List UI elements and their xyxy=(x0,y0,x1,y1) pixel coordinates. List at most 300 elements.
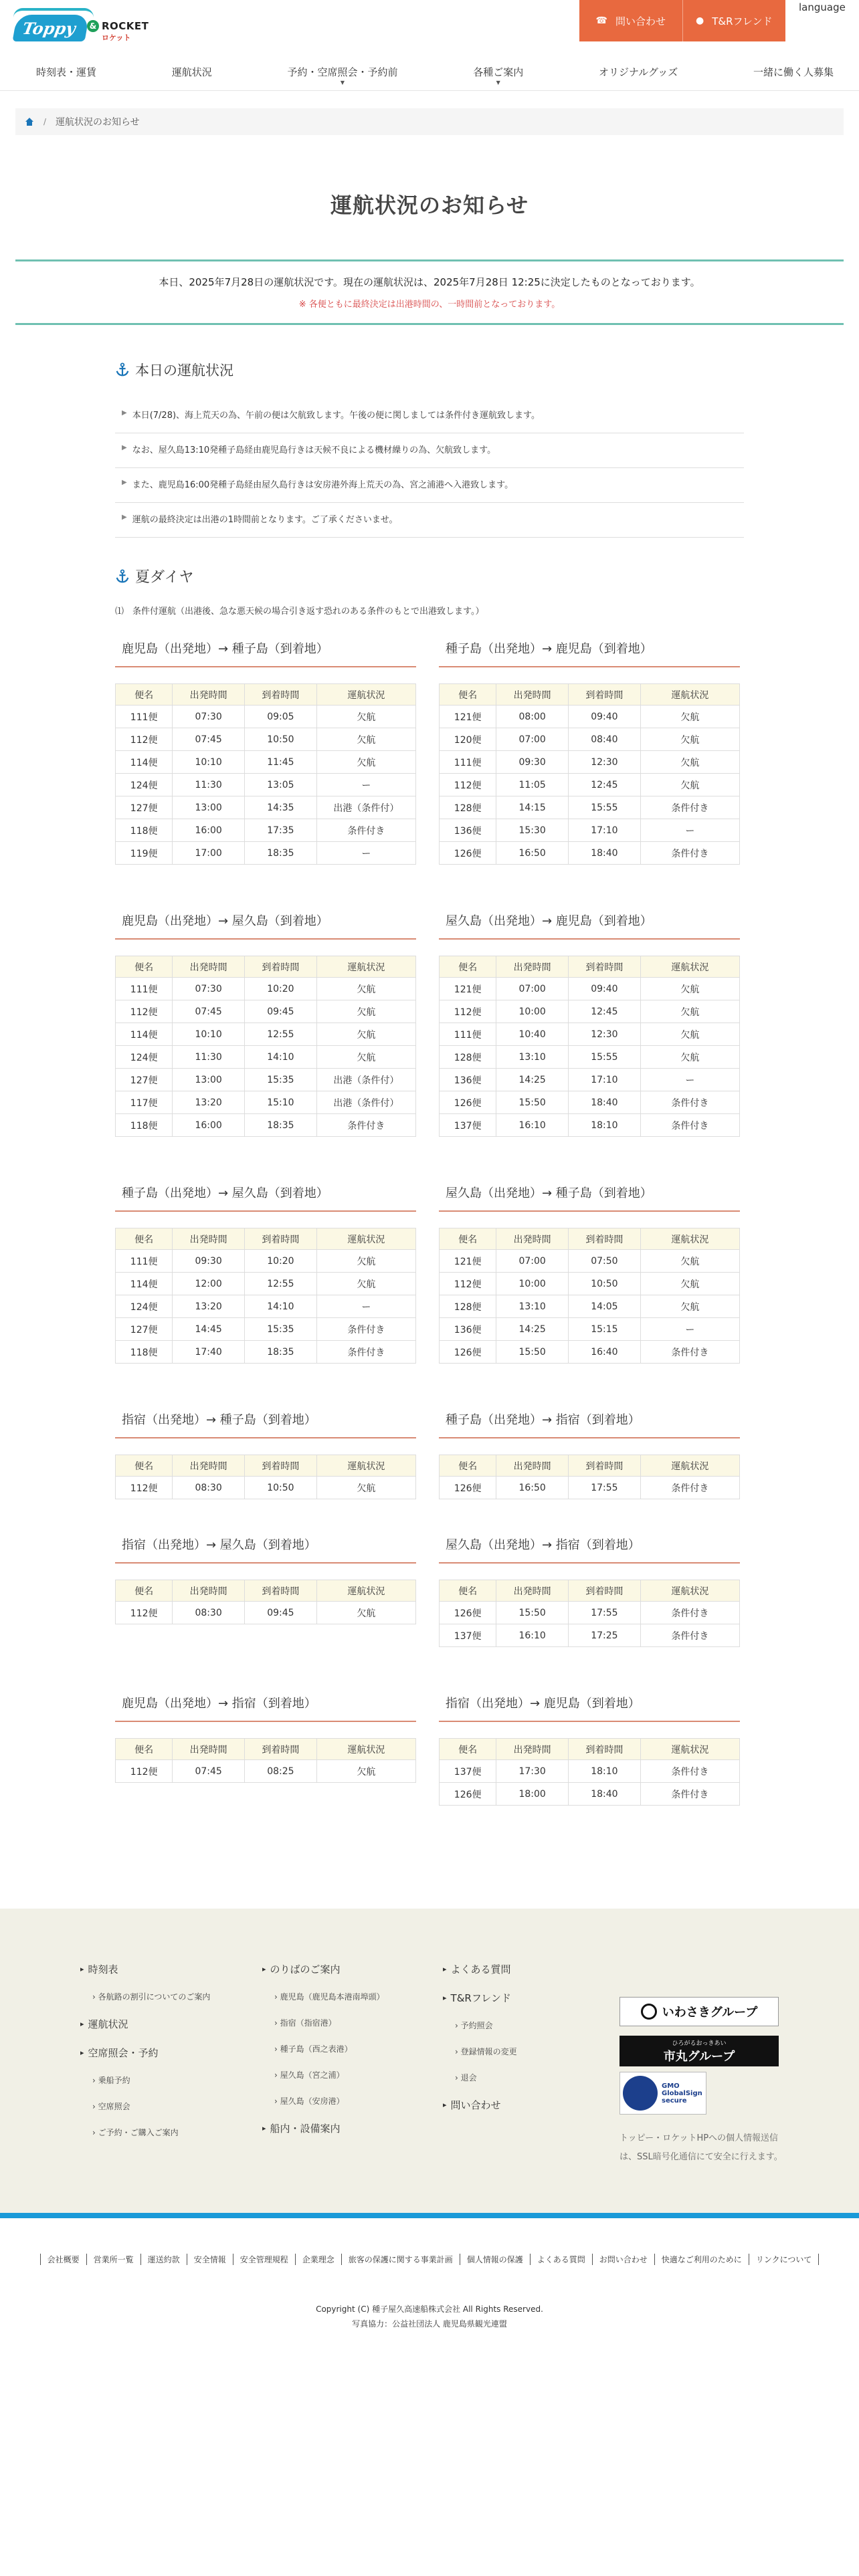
table-cell: 12:45 xyxy=(569,774,641,796)
table-cell: 14:35 xyxy=(245,796,317,819)
triangle-icon: ▶ xyxy=(122,444,127,451)
table-cell: 137便 xyxy=(440,1624,496,1647)
table-cell: 126便 xyxy=(440,842,496,865)
contact-button[interactable] xyxy=(579,0,682,41)
table-cell: 08:40 xyxy=(569,728,641,751)
column-header: 便名 xyxy=(116,1455,173,1477)
logo-rocket-sub: ロケット xyxy=(102,33,131,42)
table-cell: 10:50 xyxy=(245,728,317,751)
table-row xyxy=(440,1760,740,1783)
page-title: 運航状況のお知らせ xyxy=(330,193,529,218)
partner-ichimaru-small: ひろがるおっきあい xyxy=(672,2040,727,2047)
nav-reservation-label: 予約・空席照会・予約前 xyxy=(287,66,398,78)
language-link[interactable]: language xyxy=(799,1,846,13)
footer-col-3 xyxy=(443,1962,517,2127)
status-cell: 欠航 xyxy=(316,751,415,774)
status-cell: 出港（条件付） xyxy=(316,796,415,819)
timetable-block xyxy=(115,1529,416,1647)
table-header-row xyxy=(440,1739,740,1760)
table-cell: 15:15 xyxy=(569,1318,641,1341)
table-cell: 126便 xyxy=(440,1341,496,1364)
footer-bottom-link[interactable]: 営業所一覧 xyxy=(86,2254,140,2265)
table-row xyxy=(116,774,416,796)
globalsign-icon xyxy=(623,2076,658,2111)
column-header: 便名 xyxy=(116,1580,173,1602)
table-row xyxy=(116,1000,416,1023)
footer-bottom-link[interactable]: 安全管理規程 xyxy=(233,2254,295,2265)
table-cell: 111便 xyxy=(116,978,173,1000)
notice-main: 本日、2025年7月28日の運航状況です。現在の運航状況は、2025年7月28日 12:25に決定したものとなっております。 xyxy=(159,276,700,288)
table-row xyxy=(116,1069,416,1091)
footer-sub-discount[interactable]: › 各航路の割引についてのご案内 xyxy=(92,1991,210,2002)
footer-link-status[interactable]: ▸ 運航状況 xyxy=(80,2017,210,2031)
timetable xyxy=(115,1455,416,1499)
table-row xyxy=(116,1341,416,1364)
table-row xyxy=(440,1250,740,1273)
status-cell: ー xyxy=(640,1318,739,1341)
footer-sub-link[interactable]: › 乗船予約 xyxy=(92,2074,210,2086)
table-cell: 18:35 xyxy=(245,1114,317,1137)
status-cell: ー xyxy=(640,819,739,842)
table-cell: 118便 xyxy=(116,1114,173,1137)
table-cell: 12:30 xyxy=(569,1023,641,1046)
timetable-block xyxy=(115,905,416,1137)
table-cell: 11:45 xyxy=(245,751,317,774)
status-cell: ー xyxy=(316,1295,415,1318)
footer-bottom-link[interactable]: 快適なご利用のために xyxy=(654,2254,749,2265)
triangle-icon: ▶ xyxy=(122,514,127,521)
table-cell: 09:30 xyxy=(496,751,569,774)
table-cell: 17:55 xyxy=(569,1602,641,1624)
status-cell: ー xyxy=(316,774,415,796)
column-header: 到着時間 xyxy=(569,1739,641,1760)
table-cell: 16:00 xyxy=(173,819,245,842)
timetable-block xyxy=(439,633,740,865)
footer-link-contact[interactable]: ▸ 問い合わせ xyxy=(443,2098,517,2112)
table-cell: 16:10 xyxy=(496,1114,569,1137)
column-header: 便名 xyxy=(440,1228,496,1250)
footer-col-2 xyxy=(262,1962,385,2150)
footer-bottom-link[interactable]: 旅客の保護に関する事業計画 xyxy=(341,2254,460,2265)
table-cell: 118便 xyxy=(116,819,173,842)
table-row xyxy=(440,728,740,751)
table-row xyxy=(116,819,416,842)
nav-guide[interactable] xyxy=(473,65,524,86)
table-row xyxy=(116,1114,416,1137)
table-cell: 124便 xyxy=(116,1295,173,1318)
status-cell: 条件付き xyxy=(316,1114,415,1137)
table-cell: 127便 xyxy=(116,796,173,819)
table-cell: 13:00 xyxy=(173,796,245,819)
table-cell: 111便 xyxy=(440,1023,496,1046)
table-cell: 14:05 xyxy=(569,1295,641,1318)
table-cell: 07:00 xyxy=(496,728,569,751)
info-text: また、鹿児島16:00発種子島経由屋久島行きは安房港外海上荒天の為、宮之浦港へ入港致します。 xyxy=(132,480,514,490)
partner-ichimaru[interactable] xyxy=(619,2036,779,2066)
footer-sub-link[interactable]: › 鹿児島（鹿児島本港南埠頭） xyxy=(274,1991,385,2002)
column-header: 運航状況 xyxy=(316,1739,415,1760)
table-cell: 09:05 xyxy=(245,706,317,728)
nav-goods[interactable]: オリジナルグッズ xyxy=(599,66,678,78)
home-icon[interactable] xyxy=(25,118,34,126)
table-row xyxy=(116,1760,416,1783)
footer-sub-link[interactable]: › 登録情報の変更 xyxy=(455,2046,517,2057)
status-cell: 欠航 xyxy=(316,1602,415,1624)
status-cell: 欠航 xyxy=(640,728,739,751)
table-cell: 12:55 xyxy=(245,1273,317,1295)
table-cell: 13:10 xyxy=(496,1295,569,1318)
status-cell: 欠航 xyxy=(316,1023,415,1046)
table-cell: 13:05 xyxy=(245,774,317,796)
table-row xyxy=(116,751,416,774)
table-cell: 136便 xyxy=(440,819,496,842)
table-cell: 112便 xyxy=(440,1273,496,1295)
table-row xyxy=(440,1602,740,1624)
contact-label: 問い合わせ xyxy=(615,15,666,27)
footer-link-friend[interactable]: ▸ T&Rフレンド xyxy=(443,1991,517,2005)
timetable-title: 鹿児島（出発地）→ 種子島（到着地） xyxy=(115,633,416,667)
column-header: 到着時間 xyxy=(245,1739,317,1760)
status-cell: 欠航 xyxy=(640,706,739,728)
info-item xyxy=(115,399,744,433)
status-cell: 条件付き xyxy=(640,1091,739,1114)
condition-note: ⑴ 条件付運航（出港後、急な悪天候の場合引き返す恐れのある条件のもとで出港致します。） xyxy=(115,607,484,617)
table-row xyxy=(116,978,416,1000)
status-cell: 条件付き xyxy=(640,1602,739,1624)
table-cell: 09:30 xyxy=(173,1250,245,1273)
footer-bottom-link[interactable]: 個人情報の保護 xyxy=(460,2254,530,2265)
table-cell: 17:10 xyxy=(569,819,641,842)
table-cell: 14:15 xyxy=(496,796,569,819)
table-cell: 18:40 xyxy=(569,842,641,865)
table-cell: 14:10 xyxy=(245,1046,317,1069)
table-row xyxy=(116,796,416,819)
table-row xyxy=(440,1624,740,1647)
column-header: 便名 xyxy=(440,684,496,706)
table-row xyxy=(440,1477,740,1499)
breadcrumb xyxy=(15,108,844,135)
nav-recruit[interactable]: 一緒に働く人募集 xyxy=(753,66,834,78)
timetable xyxy=(439,956,740,1137)
table-header-row xyxy=(116,1455,416,1477)
nav-timetable[interactable]: 時刻表・運賃 xyxy=(36,66,97,78)
column-header: 到着時間 xyxy=(245,1580,317,1602)
status-cell: 欠航 xyxy=(640,978,739,1000)
table-cell: 112便 xyxy=(116,1760,173,1783)
footer-sub-link[interactable]: › ご予約・ご購入ご案内 xyxy=(92,2127,210,2138)
footer-bottom-link[interactable]: 安全情報 xyxy=(187,2254,233,2265)
table-cell: 127便 xyxy=(116,1318,173,1341)
column-header: 到着時間 xyxy=(245,1228,317,1250)
column-header: 出発時間 xyxy=(496,684,569,706)
footer-bottom-link[interactable]: 企業理念 xyxy=(295,2254,341,2265)
column-header: 出発時間 xyxy=(496,956,569,978)
globalsign-seal[interactable] xyxy=(619,2072,706,2115)
status-cell: 出港（条件付） xyxy=(316,1069,415,1091)
table-cell: 121便 xyxy=(440,1250,496,1273)
timetable xyxy=(439,683,740,865)
timetable-block xyxy=(439,1529,740,1647)
table-header-row xyxy=(116,1580,416,1602)
table-cell: 121便 xyxy=(440,706,496,728)
season-section-title xyxy=(115,566,744,586)
table-header-row xyxy=(440,1228,740,1250)
table-cell: 128便 xyxy=(440,1046,496,1069)
footer-bottom-link[interactable]: よくある質問 xyxy=(530,2254,592,2265)
logo-toppy-badge xyxy=(12,15,89,41)
table-header-row xyxy=(116,1228,416,1250)
table-cell: 15:35 xyxy=(245,1069,317,1091)
table-cell: 07:45 xyxy=(173,1760,245,1783)
timetable-block xyxy=(115,1687,416,1806)
table-cell: 112便 xyxy=(116,1477,173,1499)
table-cell: 07:00 xyxy=(496,978,569,1000)
timetable-title: 指宿（出発地）→ 種子島（到着地） xyxy=(115,1404,416,1438)
timetable xyxy=(439,1738,740,1806)
table-cell: 08:30 xyxy=(173,1602,245,1624)
table-row xyxy=(440,1000,740,1023)
table-cell: 126便 xyxy=(440,1783,496,1806)
status-cell: 欠航 xyxy=(640,1000,739,1023)
footer-link-timetable[interactable]: ▸ 時刻表 xyxy=(80,1962,210,1976)
logo-toppy-text: Toppy xyxy=(21,19,78,38)
status-cell: 条件付き xyxy=(640,796,739,819)
table-cell: 08:00 xyxy=(496,706,569,728)
table-cell: 12:45 xyxy=(569,1000,641,1023)
status-cell: 条件付き xyxy=(640,1783,739,1806)
footer-link-reservation[interactable]: ▸ 空席照会・予約 xyxy=(80,2046,210,2060)
column-header: 出発時間 xyxy=(173,1455,245,1477)
footer-link-faq[interactable]: ▸ よくある質問 xyxy=(443,1962,517,1976)
table-cell: 15:55 xyxy=(569,1046,641,1069)
table-row xyxy=(440,1091,740,1114)
table-cell: 124便 xyxy=(116,774,173,796)
status-cell: 欠航 xyxy=(640,774,739,796)
table-row xyxy=(116,842,416,865)
table-row xyxy=(116,1046,416,1069)
column-header: 運航状況 xyxy=(640,956,739,978)
status-cell: 条件付き xyxy=(640,1760,739,1783)
status-cell: 条件付き xyxy=(316,1341,415,1364)
table-cell: 10:10 xyxy=(173,751,245,774)
table-cell: 13:10 xyxy=(496,1046,569,1069)
partner-iwasaki[interactable] xyxy=(619,1997,779,2026)
table-row xyxy=(440,706,740,728)
table-cell: 118便 xyxy=(116,1341,173,1364)
footer-sub-link[interactable]: › 屋久島（宮之浦） xyxy=(274,2069,385,2080)
timetable-block xyxy=(439,1177,740,1364)
table-cell: 14:10 xyxy=(245,1295,317,1318)
table-cell: 127便 xyxy=(116,1069,173,1091)
chevron-down-icon: ▼ xyxy=(340,80,345,86)
table-row xyxy=(440,1295,740,1318)
column-header: 運航状況 xyxy=(316,1228,415,1250)
triangle-icon: ▶ xyxy=(122,479,127,486)
table-cell: 14:25 xyxy=(496,1069,569,1091)
info-item xyxy=(115,468,744,503)
status-cell: 欠航 xyxy=(316,706,415,728)
status-cell: 欠航 xyxy=(640,1023,739,1046)
table-cell: 18:35 xyxy=(245,842,317,865)
table-cell: 10:50 xyxy=(569,1273,641,1295)
status-cell: 条件付き xyxy=(640,1341,739,1364)
status-cell: 欠航 xyxy=(316,1000,415,1023)
timetable-title: 種子島（出発地）→ 屋久島（到着地） xyxy=(115,1177,416,1212)
table-cell: 114便 xyxy=(116,1023,173,1046)
today-section-title xyxy=(115,360,744,380)
main-content xyxy=(115,360,744,1806)
status-cell: 欠航 xyxy=(640,751,739,774)
table-cell: 10:40 xyxy=(496,1023,569,1046)
today-title-text: 本日の運航状況 xyxy=(135,362,233,379)
footer-bottom-link[interactable]: 運送約款 xyxy=(140,2254,187,2265)
column-header: 便名 xyxy=(440,1455,496,1477)
table-cell: 15:50 xyxy=(496,1341,569,1364)
timetable xyxy=(439,1580,740,1647)
table-cell: 112便 xyxy=(440,774,496,796)
column-header: 運航状況 xyxy=(640,684,739,706)
table-cell: 08:25 xyxy=(245,1760,317,1783)
column-header: 到着時間 xyxy=(245,684,317,706)
table-row xyxy=(440,1069,740,1091)
table-cell: 18:40 xyxy=(569,1091,641,1114)
status-cell: 条件付き xyxy=(316,1318,415,1341)
table-cell: 10:00 xyxy=(496,1273,569,1295)
table-row xyxy=(440,1046,740,1069)
footer-bottom-link[interactable]: お問い合わせ xyxy=(592,2254,654,2265)
footer-sub-link[interactable]: › 種子島（西之表港） xyxy=(274,2043,385,2054)
table-cell: 112便 xyxy=(116,1000,173,1023)
table-cell: 112便 xyxy=(116,1602,173,1624)
table-cell: 10:10 xyxy=(173,1023,245,1046)
friend-button[interactable] xyxy=(682,0,786,41)
table-cell: 128便 xyxy=(440,1295,496,1318)
timetable-title: 種子島（出発地）→ 鹿児島（到着地） xyxy=(439,633,740,667)
status-cell: 欠航 xyxy=(640,1295,739,1318)
table-row xyxy=(440,774,740,796)
timetable-title: 指宿（出発地）→ 屋久島（到着地） xyxy=(115,1529,416,1564)
table-cell: 11:30 xyxy=(173,774,245,796)
table-cell: 136便 xyxy=(440,1069,496,1091)
table-cell: 09:40 xyxy=(569,978,641,1000)
status-cell: 条件付き xyxy=(316,819,415,842)
timetable-title: 屋久島（出発地）→ 種子島（到着地） xyxy=(439,1177,740,1212)
site-header xyxy=(0,0,859,53)
table-cell: 07:30 xyxy=(173,978,245,1000)
table-cell: 08:30 xyxy=(173,1477,245,1499)
timetable-title: 屋久島（出発地）→ 指宿（到着地） xyxy=(439,1529,740,1564)
column-header: 便名 xyxy=(116,1228,173,1250)
table-cell: 11:05 xyxy=(496,774,569,796)
table-cell: 11:30 xyxy=(173,1046,245,1069)
column-header: 運航状況 xyxy=(640,1228,739,1250)
table-cell: 17:55 xyxy=(569,1477,641,1499)
main-nav xyxy=(0,53,859,91)
nav-reservation[interactable] xyxy=(287,65,398,86)
nav-status[interactable]: 運航状況 xyxy=(171,66,212,78)
footer-sub-link[interactable]: › 予約照会 xyxy=(455,2020,517,2031)
site-logo[interactable] xyxy=(15,5,149,47)
table-cell: 10:20 xyxy=(245,1250,317,1273)
column-header: 出発時間 xyxy=(173,1580,245,1602)
table-row xyxy=(440,1114,740,1137)
table-cell: 09:45 xyxy=(245,1000,317,1023)
info-list xyxy=(115,399,744,538)
table-cell: 07:30 xyxy=(173,706,245,728)
table-row xyxy=(116,1602,416,1624)
table-row xyxy=(116,1318,416,1341)
status-cell: 欠航 xyxy=(316,1046,415,1069)
table-cell: 17:25 xyxy=(569,1624,641,1647)
friend-label: T&Rフレンド xyxy=(712,15,773,27)
status-cell: 欠航 xyxy=(316,728,415,751)
table-cell: 111便 xyxy=(440,751,496,774)
table-cell: 112便 xyxy=(116,728,173,751)
phone-icon: ☎ xyxy=(595,15,607,26)
table-cell: 111便 xyxy=(116,1250,173,1273)
footer-link-terminal[interactable]: ▸ のりばのご案内 xyxy=(262,1962,385,1976)
footer-sub-link[interactable]: › 空席照会 xyxy=(92,2101,210,2112)
column-header: 運航状況 xyxy=(316,1580,415,1602)
nav-guide-label: 各種ご案内 xyxy=(473,66,524,78)
status-cell: 欠航 xyxy=(316,1250,415,1273)
triangle-icon: ▶ xyxy=(122,409,127,417)
table-cell: 114便 xyxy=(116,751,173,774)
table-header-row xyxy=(116,684,416,706)
footer-sub-link[interactable]: › 退会 xyxy=(455,2072,517,2083)
table-row xyxy=(440,796,740,819)
column-header: 到着時間 xyxy=(569,1455,641,1477)
footer-divider xyxy=(0,2213,859,2218)
info-text: なお、屋久島13:10発種子島経由鹿児島行きは天候不良による機材繰りの為、欠航致します。 xyxy=(132,445,496,455)
footer-link-facilities[interactable]: ▸ 船内・設備案内 xyxy=(262,2121,385,2135)
column-header: 出発時間 xyxy=(496,1228,569,1250)
timetable-title: 指宿（出発地）→ 鹿児島（到着地） xyxy=(439,1687,740,1722)
table-cell: 07:45 xyxy=(173,1000,245,1023)
timetable-grid xyxy=(115,633,744,1806)
timetable-block xyxy=(439,905,740,1137)
table-cell: 12:30 xyxy=(569,751,641,774)
table-cell: 12:55 xyxy=(245,1023,317,1046)
column-header: 運航状況 xyxy=(640,1455,739,1477)
logo-rocket-text: ROCKET xyxy=(102,20,149,32)
table-cell: 07:45 xyxy=(173,728,245,751)
column-header: 便名 xyxy=(116,956,173,978)
logo-amp: & xyxy=(87,20,99,32)
anchor-icon xyxy=(115,569,130,584)
footer-bottom-link[interactable]: リンクについて xyxy=(749,2254,820,2265)
table-row xyxy=(116,1091,416,1114)
table-header-row xyxy=(440,1455,740,1477)
footer-sub-link[interactable]: › 屋久島（安房港） xyxy=(274,2095,385,2107)
footer-sub-link[interactable]: › 指宿（指宿港） xyxy=(274,2017,385,2028)
timetable-block xyxy=(115,633,416,865)
column-header: 便名 xyxy=(116,1739,173,1760)
table-cell: 112便 xyxy=(440,1000,496,1023)
timetable xyxy=(115,1228,416,1364)
table-header-row xyxy=(116,1739,416,1760)
column-header: 出発時間 xyxy=(173,684,245,706)
table-cell: 136便 xyxy=(440,1318,496,1341)
column-header: 出発時間 xyxy=(173,1228,245,1250)
status-cell: ー xyxy=(640,1069,739,1091)
footer-bottom-link[interactable]: 会社概要 xyxy=(40,2254,86,2265)
table-cell: 17:40 xyxy=(173,1341,245,1364)
table-row xyxy=(116,706,416,728)
partner-ichimaru-label: 市丸グループ xyxy=(663,2049,735,2064)
status-cell: 欠航 xyxy=(640,1250,739,1273)
table-header-row xyxy=(116,956,416,978)
